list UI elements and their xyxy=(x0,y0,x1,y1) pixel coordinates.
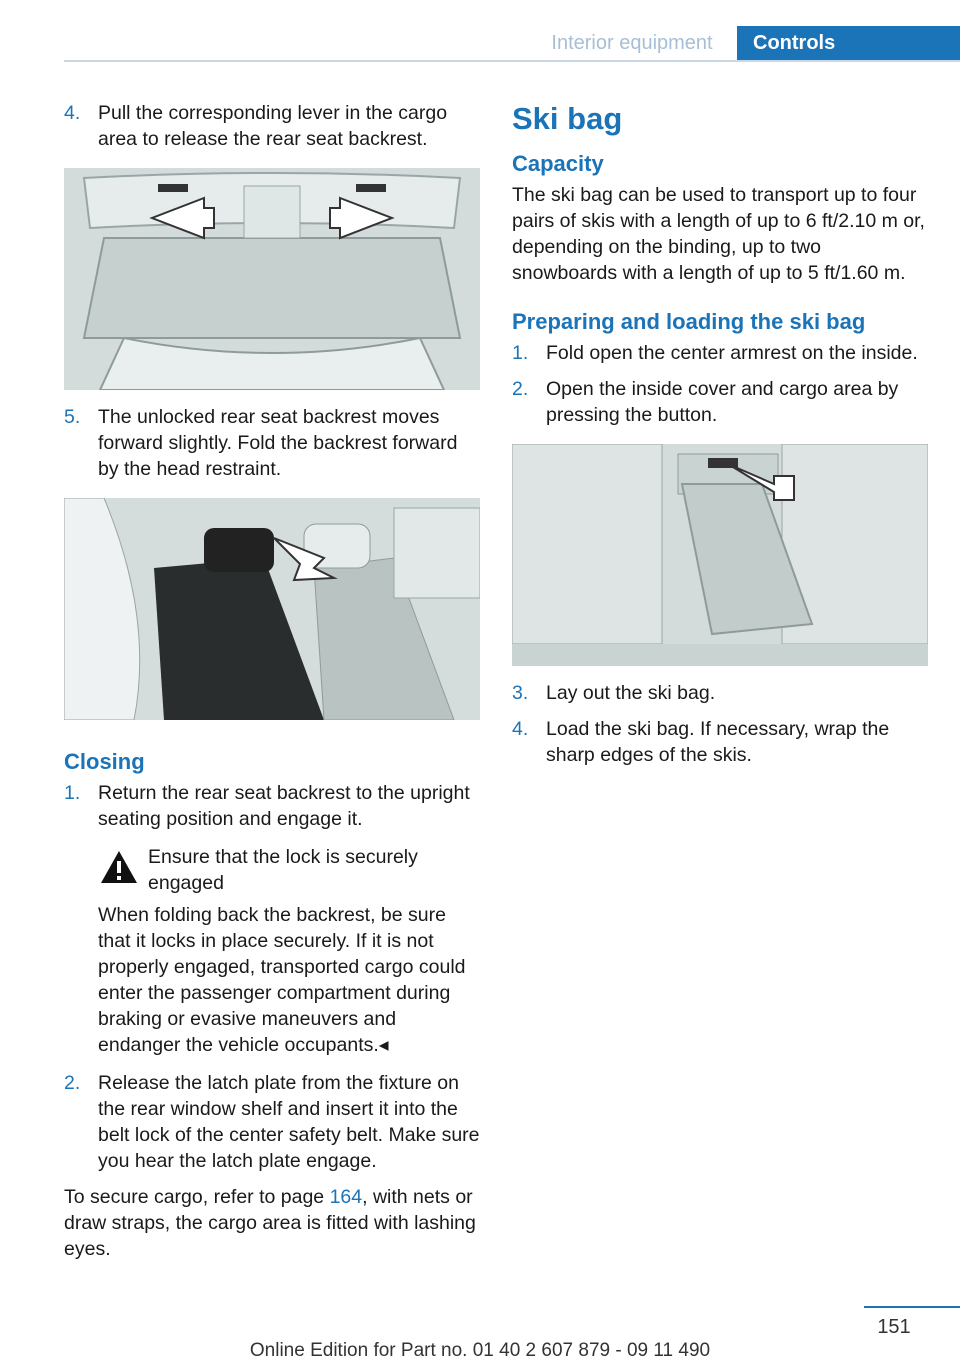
step-text: Pull the corresponding lever in the cargo area to release the rear seat backrest. xyxy=(98,102,448,150)
step-text: Fold open the center armrest on the inside. xyxy=(546,342,918,364)
ski-step-4 xyxy=(512,716,928,768)
step-number: 2. xyxy=(64,1072,81,1094)
step-4 xyxy=(64,100,480,152)
step-5 xyxy=(64,404,480,482)
step-number: 1. xyxy=(512,342,529,364)
cargo-area-illustration xyxy=(64,168,480,390)
warning-title: Ensure that the lock is securely engaged xyxy=(148,846,418,894)
capacity-heading: Capacity xyxy=(512,151,604,176)
armrest-illustration xyxy=(512,444,928,666)
step-text: Lay out the ski bag. xyxy=(546,682,716,704)
header-rule xyxy=(64,60,960,62)
closing-step-2 xyxy=(64,1070,480,1174)
step-text: The unlocked rear seat backrest moves forward slightly. Fold the backrest forward by the head restraint. xyxy=(98,406,458,480)
chapter-tab: Controls xyxy=(737,26,960,62)
warning-triangle-icon xyxy=(100,850,138,884)
step-number: 1. xyxy=(64,782,81,804)
cargo-text-after: , with nets or draw straps, the cargo area is fitted with lashing eyes. xyxy=(64,1186,476,1260)
footer-rule xyxy=(864,1306,960,1308)
closing-step-1 xyxy=(64,780,480,832)
right-column xyxy=(512,100,928,778)
step-number: 4. xyxy=(64,102,81,124)
ski-step-2 xyxy=(512,376,928,428)
step-text: Open the inside cover and cargo area by pressing the button. xyxy=(546,378,899,426)
step-number: 4. xyxy=(512,718,529,740)
step-number: 2. xyxy=(512,378,529,400)
step-text: Release the latch plate from the fixture on the rear window shelf and insert it into the belt lock of the center safety belt. Make sure you hear the latch plate engage. xyxy=(98,1072,480,1172)
cargo-securing-paragraph xyxy=(64,1184,480,1262)
section-tab: Interior equipment xyxy=(551,32,713,54)
step-text: Return the rear seat backrest to the upright seating position and engage it. xyxy=(98,782,470,830)
loading-heading: Preparing and loading the ski bag xyxy=(512,309,866,334)
ski-bag-heading: Ski bag xyxy=(512,101,623,136)
cargo-text-before: To secure cargo, refer to page xyxy=(64,1186,330,1208)
step-text: Load the ski bag. If necessary, wrap the sharp edges of the skis. xyxy=(546,718,890,766)
warning-box xyxy=(98,844,480,896)
step-number: 5. xyxy=(64,406,81,428)
page-link-164[interactable]: 164 xyxy=(329,1186,363,1208)
page-number: 151 xyxy=(877,1316,911,1338)
backrest-fold-illustration xyxy=(64,498,480,720)
warning-body: When folding back the backrest, be sure that it locks in place securely. If it is not properly engaged, transported cargo could enter the passenger compartment during braking or evasive maneuvers and endanger the vehicle occupants.◂ xyxy=(98,904,466,1056)
page-header xyxy=(0,0,960,64)
capacity-text: The ski bag can be used to transport up to four pairs of skis with a length of up to 6 ft/2.10 m or, depending on the binding, up to two snowboards with a length of up to 5 ft/1.60 m. xyxy=(512,184,925,284)
ski-step-3 xyxy=(512,680,928,706)
left-column xyxy=(64,100,480,1262)
edition-line: Online Edition for Part no. 01 40 2 607 879 - 09 11 490 xyxy=(249,1340,711,1361)
step-number: 3. xyxy=(512,682,529,704)
closing-heading: Closing xyxy=(64,749,145,774)
ski-step-1 xyxy=(512,340,928,366)
